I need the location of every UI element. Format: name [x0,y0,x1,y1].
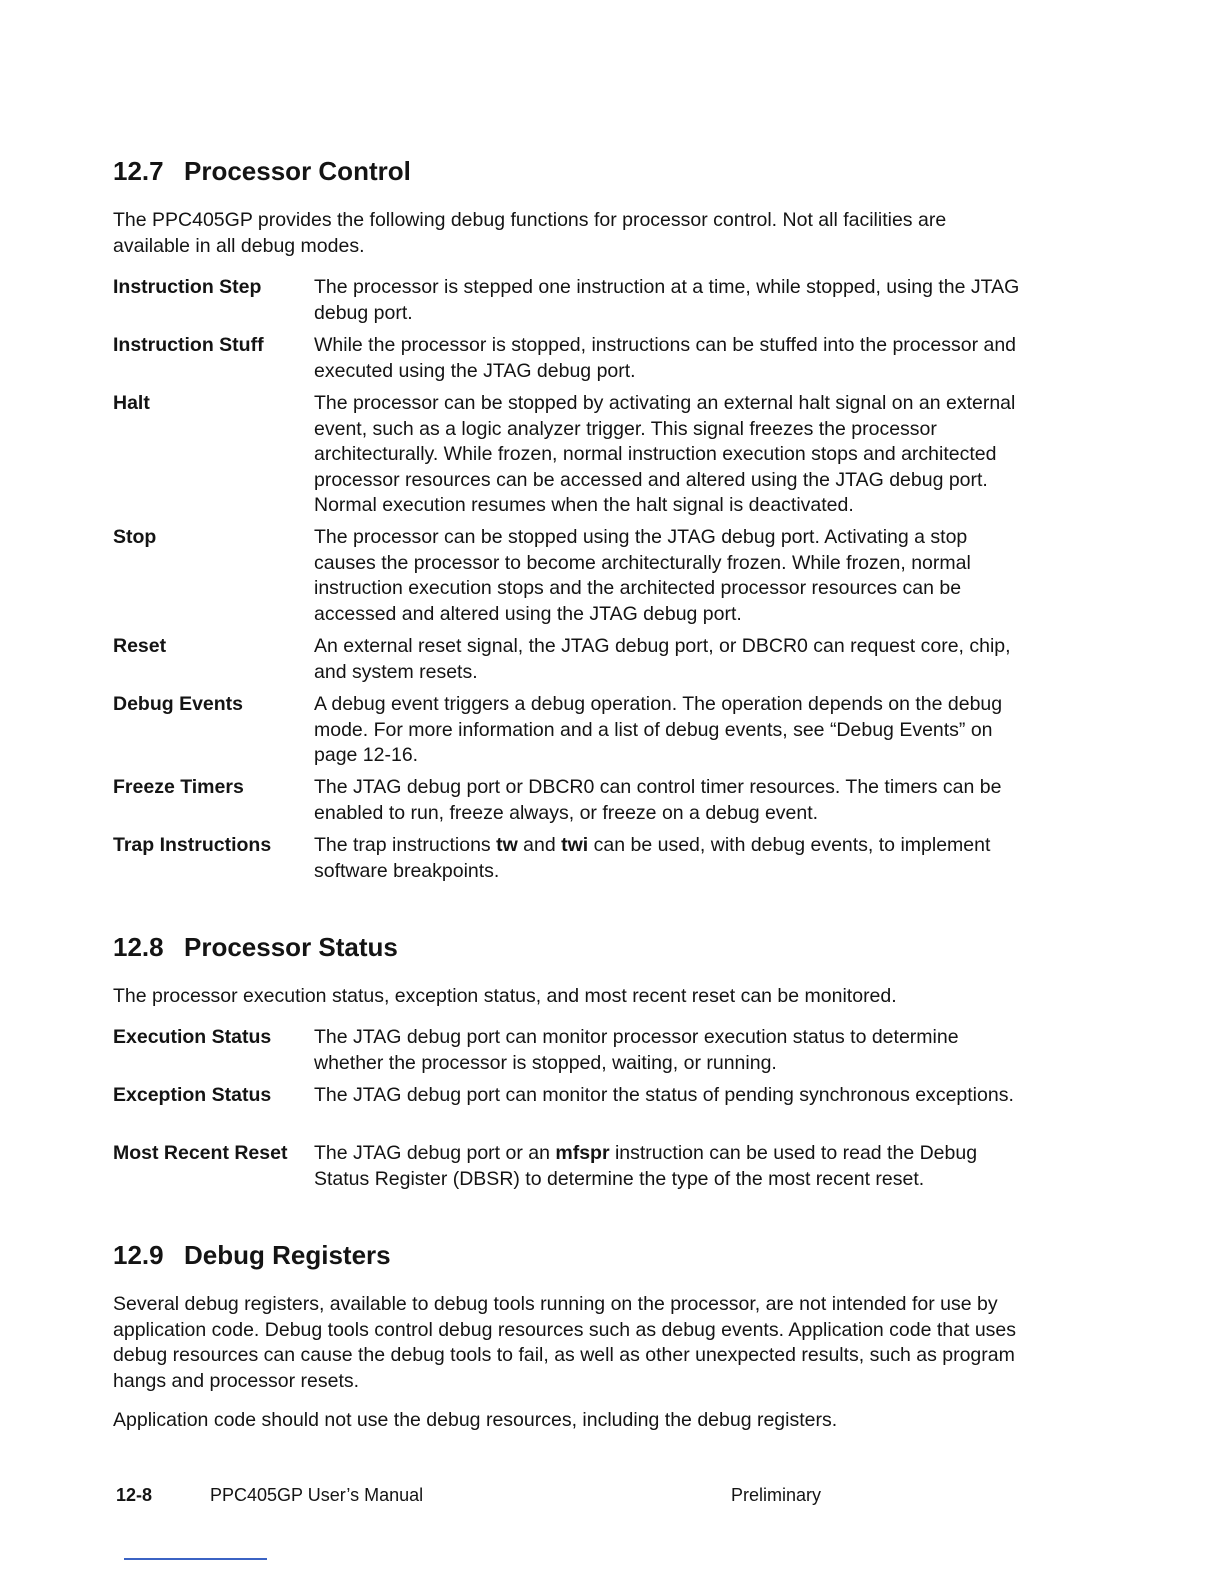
definition-term: Instruction Stuff [113,334,264,356]
definition-term: Most Recent Reset [113,1142,288,1164]
definition-term: Reset [113,635,167,657]
definition-term: Instruction Step [113,276,262,298]
definition-text: The JTAG debug port can monitor the status of pending synchronous exceptions. [314,1084,1014,1106]
section-intro: The PPC405GP provides the following debug functions for processor control. Not all facilities are available in all debug modes. [113,209,947,257]
footer-status: Preliminary [731,1485,822,1505]
definition-term: Freeze Timers [113,776,244,798]
definition-term: Debug Events [113,693,244,715]
section-paragraph: Several debug registers, available to debug tools running on the processor, are not intended for use by application code. Debug tools control debug resources such as debug events. Application code that uses debug resources can cause the debug tools to fail, as well as other unexpected results, such as program hangs and processor resets. [113,1293,1017,1392]
text-run: and [517,834,562,856]
footer-rule [124,1558,267,1560]
definition-term: Execution Status [113,1026,272,1048]
definition-text [314,833,1028,884]
instruction-mnemonic: twi [561,834,589,856]
text-run: instruction can be used to read the Debug Status Register (DBSR) to determine the type of the most recent reset. [314,1142,978,1190]
definition-text [314,1141,1028,1192]
instruction-mnemonic: tw [496,834,518,856]
section-title: Processor Status [184,932,398,962]
section-paragraph: Application code should not use the debug resources, including the debug registers. [113,1409,838,1431]
section-heading-12-9 [113,1240,391,1270]
definition-term: Halt [113,392,150,414]
section-title: Debug Registers [184,1240,391,1270]
text-run: can be used, with debug events, to implement software breakpoints. [314,834,991,882]
footer-page-number: 12-8 [116,1485,153,1505]
text-run: The JTAG debug port or an [314,1142,556,1164]
section-heading-12-8 [113,932,398,962]
section-number: 12.7 [113,156,164,186]
definition-term: Exception Status [113,1084,272,1106]
definition-text: The JTAG debug port or DBCR0 can control timer resources. The timers can be enabled to run, freeze always, or freeze on a debug event. [314,776,1002,824]
definition-text: The processor can be stopped using the JTAG debug port. Activating a stop causes the processor to become architecturally frozen. While frozen, normal instruction execution stops and the architected processor resources can be accessed and altered using the JTAG debug port. [314,526,971,625]
section-number: 12.8 [113,932,164,962]
section-heading-12-7 [113,156,411,186]
definition-text: A debug event triggers a debug operation. The operation depends on the debug mode. For more information and a list of debug events, see “Debug Events” on page 12-16. [314,693,1003,766]
definition-text: An external reset signal, the JTAG debug port, or DBCR0 can request core, chip, and system resets. [314,635,1011,683]
instruction-mnemonic: mfspr [555,1142,610,1164]
section-intro: The processor execution status, exception status, and most recent reset can be monitored. [113,985,897,1007]
definition-text: The JTAG debug port can monitor processor execution status to determine whether the processor is stopped, waiting, or running. [314,1026,959,1074]
definition-text: While the processor is stopped, instructions can be stuffed into the processor and executed using the JTAG debug port. [314,334,1017,382]
definition-text: The processor can be stopped by activating an external halt signal on an external event, such as a logic analyzer trigger. This signal freezes the processor architecturally. While frozen, normal instruction execution stops and architected processor resources can be accessed and altered using the JTAG debug port. Normal execution resumes when the halt signal is deactivated. [314,392,1016,516]
text-run: The trap instructions [314,834,497,856]
section-title: Processor Control [184,156,411,186]
definition-term: Stop [113,526,157,548]
definition-term: Trap Instructions [113,834,272,856]
footer-manual-title: PPC405GP User’s Manual [210,1485,424,1505]
definition-text: The processor is stepped one instruction at a time, while stopped, using the JTAG debug port. [314,276,1020,324]
section-number: 12.9 [113,1240,164,1270]
